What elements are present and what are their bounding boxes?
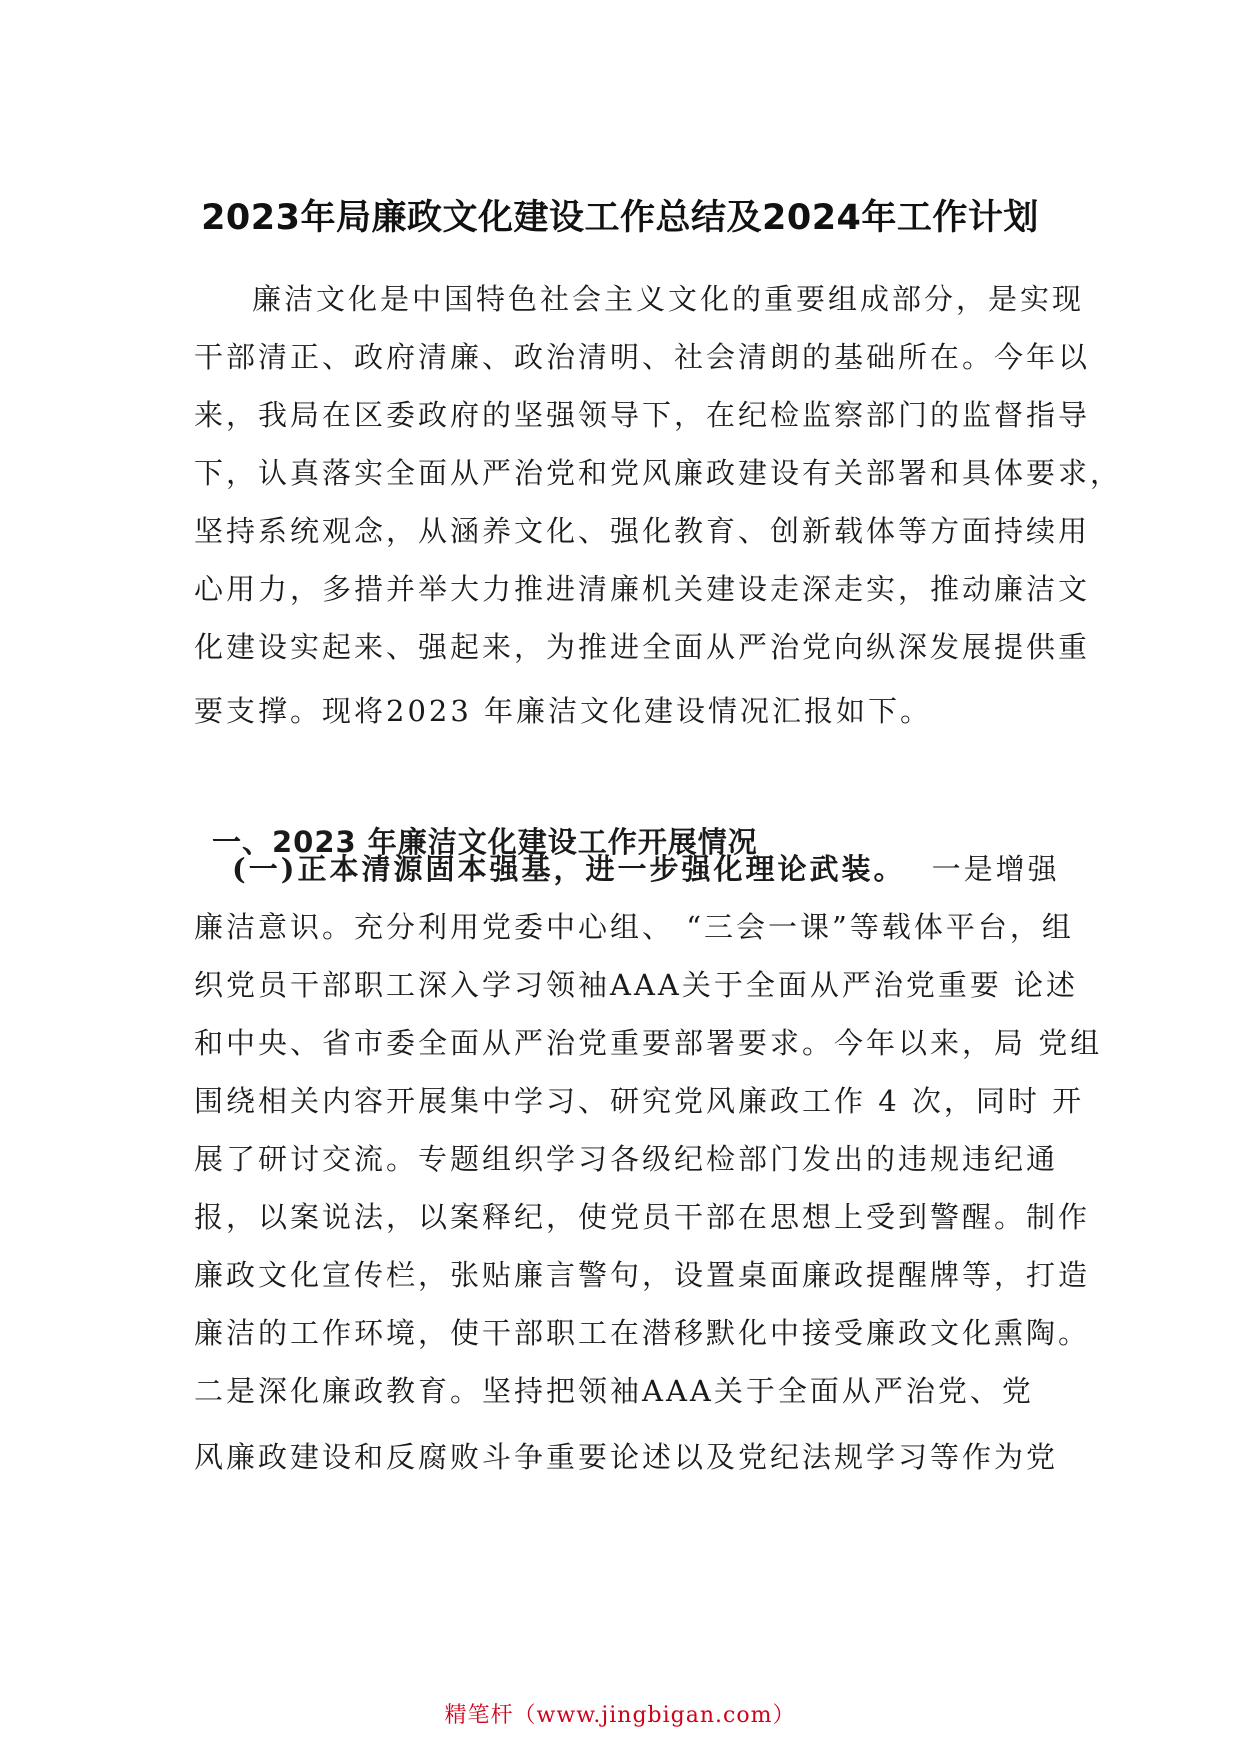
document-title: 2023年局廉政文化建设工作总结及2024年工作计划 [201, 198, 1039, 238]
intro-line: 要支撑。现将2023 年廉洁文化建设情况汇报如下。 [194, 694, 933, 728]
intro-line: 坚持系统观念，从涵养文化、强化教育、创新载体等方面持续用 [194, 514, 1091, 548]
body-line: 和中央、省市委全面从严治党重要部署要求。今年以来，局 党组 [194, 1026, 1103, 1060]
subsection-heading: (一)正本清源固本强基，进一步强化理论武装。 [232, 852, 906, 886]
section-heading: 一、2023 年廉洁文化建设工作开展情况 [212, 825, 758, 859]
subsection-first-line [194, 840, 1074, 898]
intro-line: 来，我局在区委政府的坚强领导下，在纪检监察部门的监督指导 [194, 398, 1091, 432]
body-line: 风廉政建设和反腐败斗争重要论述以及党纪法规学习等作为党 [194, 1440, 1059, 1474]
body-line: 廉洁的工作环境，使干部职工在潜移默化中接受廉政文化熏陶。 [194, 1316, 1091, 1350]
body-line: 织党员干部职工深入学习领袖AAA关于全面从严治党重要 论述 [194, 968, 1079, 1002]
body-line: 展了研讨交流。专题组织学习各级纪检部门发出的违规违纪通 [194, 1142, 1059, 1176]
body-line: 报，以案说法，以案释纪，使党员干部在思想上受到警醒。制作 [194, 1200, 1091, 1234]
body-line: 廉政文化宣传栏，张贴廉言警句，设置桌面廉政提醒牌等，打造 [194, 1258, 1091, 1292]
body-line: 二是深化廉政教育。坚持把领袖AAA关于全面从严治党、党 [194, 1374, 1034, 1408]
body-line: 廉洁意识。充分利用党委中心组、 “三会一课”等载体平台，组 [194, 910, 1074, 944]
body-line: 围绕相关内容开展集中学习、研究党风廉政工作 4 次，同时 开 [194, 1084, 1085, 1118]
subsection-paragraph [194, 840, 1103, 1486]
intro-line: 廉洁文化是中国特色社会主义文化的重要组成部分，是实现 [252, 282, 1085, 316]
intro-line: 心用力，多措并举大力推进清廉机关建设走深走实，推动廉洁文 [194, 572, 1091, 606]
intro-line: 化建设实起来、强起来，为推进全面从严治党向纵深发展提供重 [194, 630, 1091, 664]
subsection-first-line-rest: 一是增强 [931, 852, 1060, 886]
footer-watermark: 精笔杆（www.jingbigan.com） [444, 1703, 796, 1728]
intro-line: 干部清正、政府清廉、政治清明、社会清朗的基础所在。今年以 [194, 340, 1091, 374]
intro-line: 下，认真落实全面从严治党和党风廉政建设有关部署和具体要求， [194, 456, 1123, 490]
intro-paragraph [194, 270, 1123, 740]
